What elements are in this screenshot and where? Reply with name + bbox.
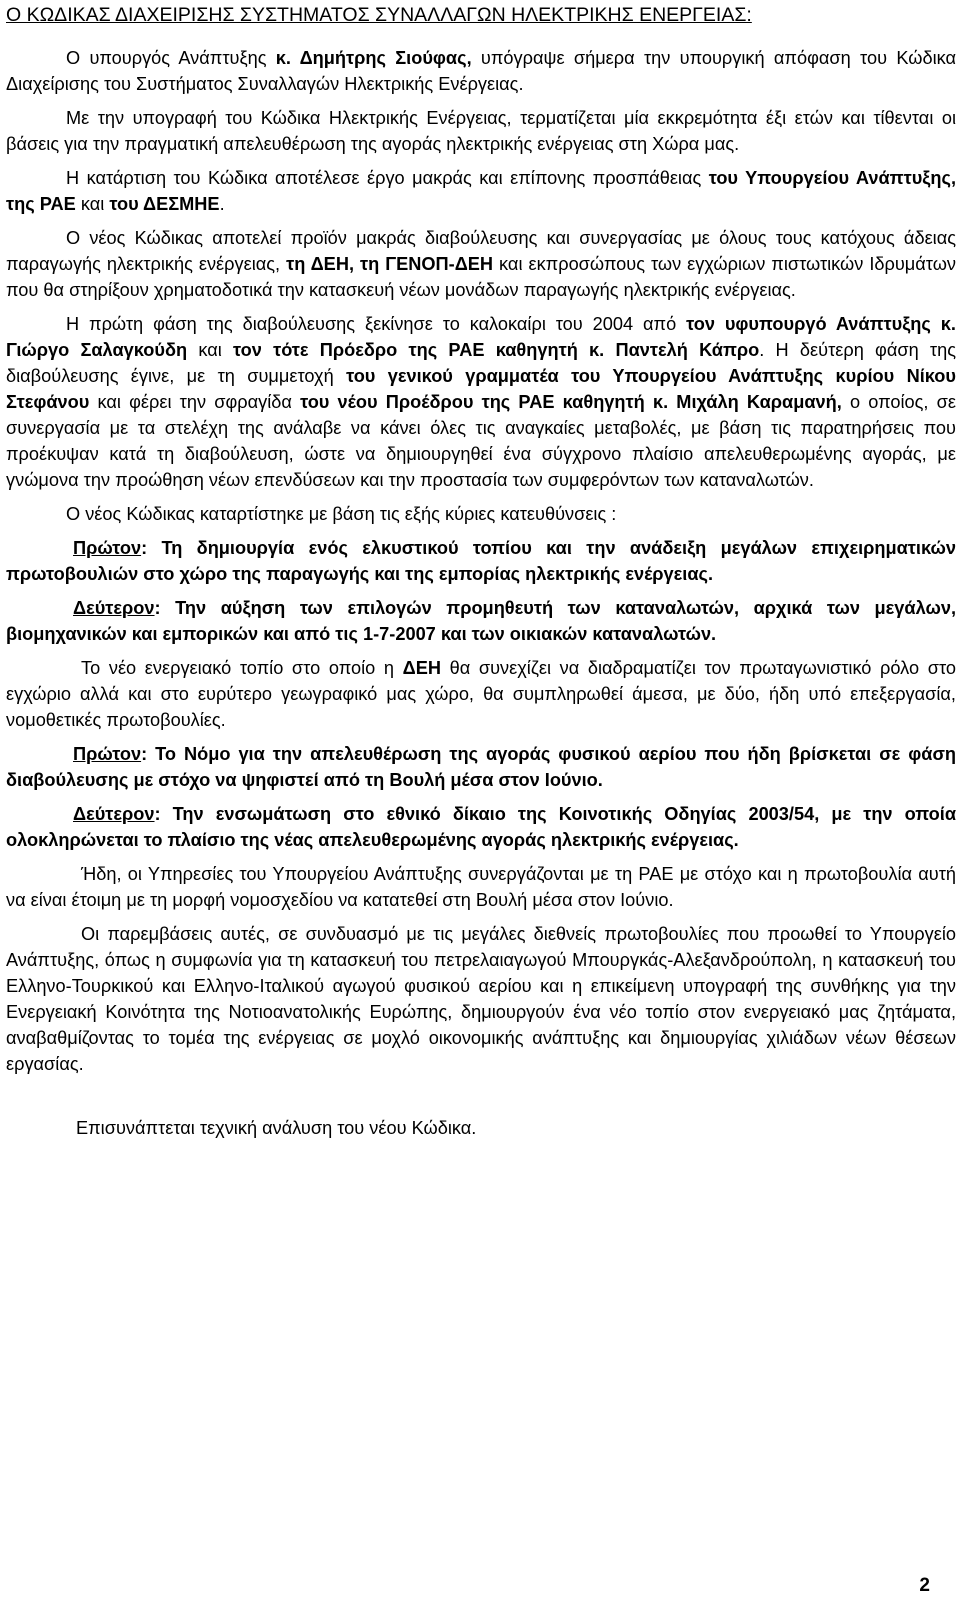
text-run: υπόγραψε σήμερα την υπουργική απόφαση του Κώδικα Διαχείρισης του Συστήματος Συναλλαγών Ηλεκτρικής Ενέργειας. [6,48,956,94]
paragraph-ministry-cooperation: Ήδη, οι Υπηρεσίες του Υπουργείου Ανάπτυξης συνεργάζονται με τη ΡΑΕ με στόχο και η πρωτοβουλία αυτή να είναι έτοιμη με τη μορφή νομοσχεδίου να κατατεθεί στη Βουλή μέσα στον Ιούνιο. [6,864,956,910]
paragraph-first-direction [6,535,956,587]
direction-text: : Την αύξηση των επιλογών προμηθευτή των καταναλωτών, αρχικά των μεγάλων, βιομηχανικών και εμπορικών και από τις 1-7-2007 και των οικιακών καταναλωτών. [6,598,956,644]
paragraph-signature-impact: Με την υπογραφή του Κώδικα Ηλεκτρικής Ενέργειας, τερματίζεται μία εκκρεμότητα έξι ετών και τίθενται οι βάσεις για την πραγματική απελευθέρωση της αγοράς ηλεκτρικής ενέργειας στη Χώρα μας. [6,108,956,154]
paragraph-second-direction [6,595,956,647]
document-body [6,45,956,1149]
bold-run: του Υπουργείου Ανάπτυξης, της ΡΑΕ [6,168,956,214]
text-run: και εκπροσώπους των εγχώριων πιστωτικών Ιδρυμάτων που θα στηρίξουν χρηματοδοτικά την κατασκευή νέων μονάδων παραγωγής ηλεκτρικής ενέργειας. [6,254,957,300]
direction-text: : Τη δημιουργία ενός ελκυστικού τοπίου και την ανάδειξη μεγάλων επιχειρηματικών πρωτοβουλιών στο χώρο της παραγωγής και της εμπορίας ηλεκτρικής ενέργειας. [6,538,956,584]
text-run: και φέρει την σφραγίδα [89,392,301,412]
text-run: και [187,340,234,360]
paragraph-attachment-note: Επισυνάπτεται τεχνική ανάλυση του νέου Κώδικα. [76,1118,477,1138]
initiative-label: Πρώτον [73,744,142,764]
paragraph-energy-landscape [6,655,956,733]
bold-run: κ. Δημήτρης Σιούφας, [275,48,472,68]
text-run: . [219,194,225,214]
bold-run: τον υφυπουργό Ανάπτυξης κ. Γιώργο Σαλαγκούδη [6,314,956,360]
initiative-label: Δεύτερον [73,804,155,824]
paragraph-first-initiative [6,741,956,793]
bold-run: τον τότε Πρόεδρο της ΡΑΕ καθηγητή κ. Παντελή Κάπρο [233,340,760,360]
initiative-text: : Το Νόμο για την απελευθέρωση της αγοράς φυσικού αερίου που ήδη βρίσκεται σε φάση διαβούλευσης με στόχο να ψηφιστεί από τη Βουλή μέσα στον Ιούνιο. [6,744,956,790]
paragraph-directions-intro: Ο νέος Κώδικας καταρτίστηκε με βάση τις εξής κύριες κατευθύνσεις : [66,504,617,524]
bold-run: τη ΔΕΗ, τη ΓΕΝΟΠ-ΔΕΗ [286,254,494,274]
text-run: Ο νέος Κώδικας αποτελεί προϊόν μακράς διαβούλευσης και συνεργασίας με όλους τους κατόχους άδειας παραγωγής ηλεκτρικής ενέργειας, [6,228,956,274]
text-run: ο οποίος, σε συνεργασία με τα στελέχη της ανάλαβε να κάνει όλες τις αναγκαίες μεταβολές, με βάση τις παρατηρήσεις που προέκυψαν κατά τη διαβούλευση, ώστε να δημιουργηθεί ένα σύγχρονο πλαίσιο απελευθερωμένης αγοράς, με γνώμονα την προώθηση νέων επενδύσεων και την προστασία των συμφερόντων των καταναλωτών. [6,392,956,490]
paragraph-consultation [6,225,956,303]
text-run: . Η δεύτερη φάση της διαβούλευσης έγινε, με τη συμμετοχή [6,340,956,386]
direction-label: Πρώτον [73,538,142,558]
document-title: Ο ΚΩΔΙΚΑΣ ΔΙΑΧΕΙΡΙΣΗΣ ΣΥΣΤΗΜΑΤΟΣ ΣΥΝΑΛΛΑΓΩΝ ΗΛΕΚΤΡΙΚΗΣ ΕΝΕΡΓΕΙΑΣ: [6,4,752,26]
paragraph-interventions: Οι παρεμβάσεις αυτές, σε συνδυασμό με τις μεγάλες διεθνείς πρωτοβουλίες που προωθεί το Υπουργείο Ανάπτυξης, όπως η συμφωνία για τη κατασκευή του πετρελαιαγωγού Μπουργκάς-Αλεξανδρούπολη, η κατασκευή του Ελληνο-Τουρκικού και Ελληνο-Ιταλικού αγωγού φυσικού αερίου και η επικείμενη υπογραφή της συνθήκης για την Ενεργειακή Κοινότητα της Νοτιοανατολικής Ευρώπης, δημιουργούν ένα νέο τοπίο στον ενεργειακό μας ζητάματα, αναβαθμίζοντας το τομέα της ενέργειας σε μοχλό οικονομικής ανάπτυξης και δημιουργίας χιλιάδων νέων θέσεων εργασίας. [6,924,956,1074]
page-number: 2 [919,1575,930,1596]
text-run: Η κατάρτιση του Κώδικα αποτέλεσε έργο μακράς και επίπονης προσπάθειας [66,168,709,188]
bold-run: ΔΕΗ [402,658,441,678]
initiative-text: : Την ενσωμάτωση στο εθνικό δίκαιο της Κοινοτικής Οδηγίας 2003/54, με την οποία ολοκληρώνεται το πλαίσιο της νέας απελευθερωμένης αγοράς ηλεκτρικής ενέργειας. [6,804,956,850]
bold-run: του ΔΕΣΜΗΕ [109,194,220,214]
text-run: και [75,194,110,214]
bold-run: του νέου Προέδρου της ΡΑΕ καθηγητή κ. Μιχάλη Καραμανή, [300,392,842,412]
bold-run: του γενικού γραμματέα του Υπουργείου Ανάπτυξης κυρίου Νίκου Στεφάνου [6,366,956,412]
text-run: θα συνεχίζει να διαδραματίζει τον πρωταγωνιστικό ρόλο στο εγχώριο αλλά και στο ευρύτερο γεωγραφικό μας χώρο, θα συμπληρωθεί άμεσα, με δύο, ήδη υπό επεξεργασία, νομοθετικές πρωτοβουλίες. [6,658,956,730]
direction-label: Δεύτερον [73,598,155,618]
text-run: Το νέο ενεργειακό τοπίο στο οποίο η [81,658,403,678]
text-run: Η πρώτη φάση της διαβούλευσης ξεκίνησε το καλοκαίρι του 2004 από [66,314,687,334]
text-run: Ο υπουργός Ανάπτυξης [66,48,276,68]
paragraph-announcement [6,45,956,97]
paragraph-phases [6,311,956,493]
paragraph-drafting [6,165,956,217]
paragraph-second-initiative [6,801,956,853]
